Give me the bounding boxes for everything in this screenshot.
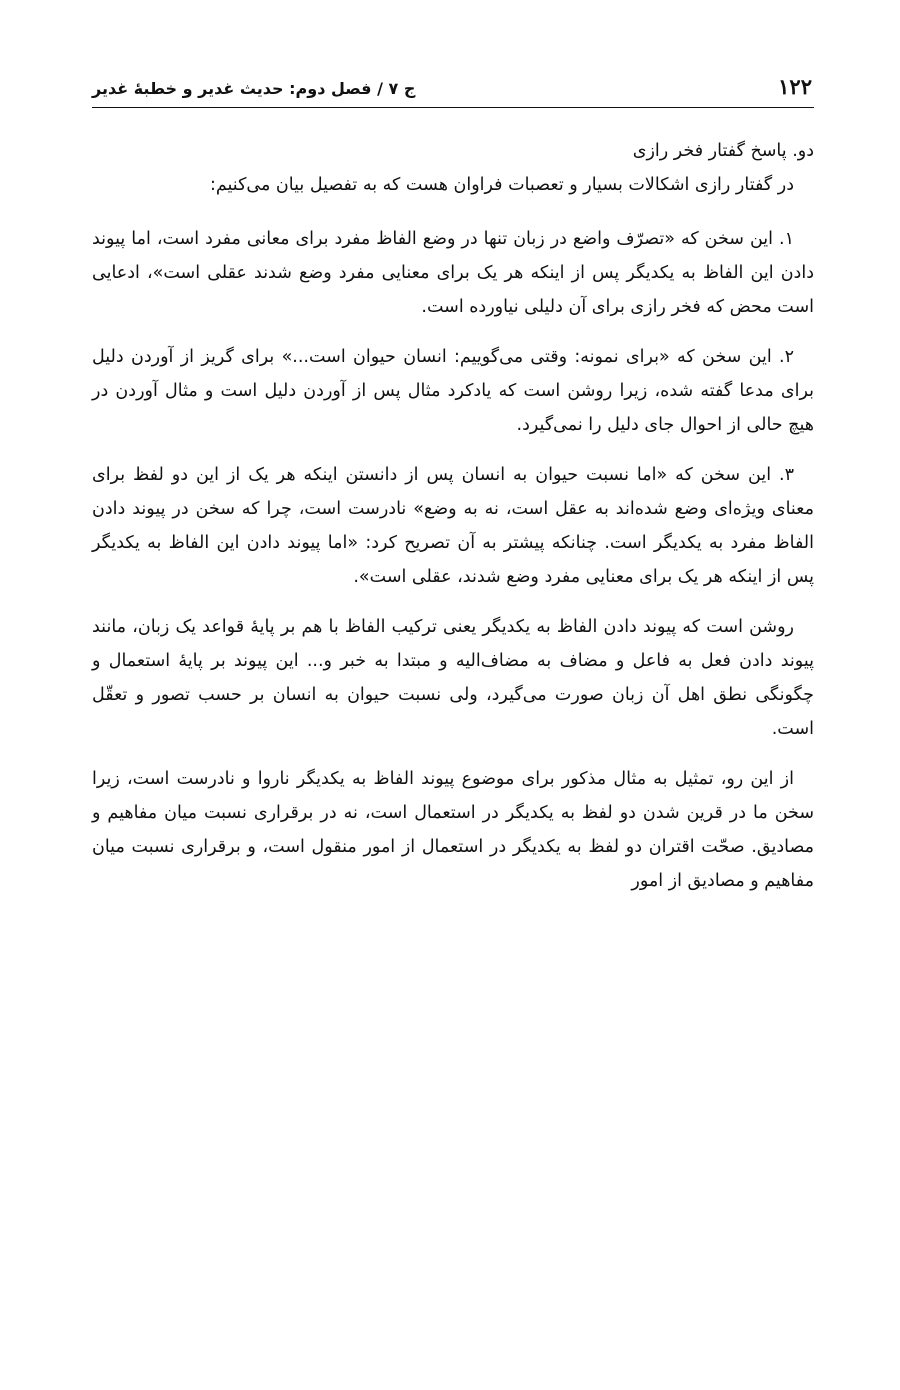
running-header [92, 68, 814, 108]
point-3-paragraph: ۳. این سخن که «اما نسبت حیوان به انسان پس از دانستن اینکه هر یک از این دو لفظ برای معنای ویژه‌ای وضع شده‌اند به عقل است، نه به وضع» نادرست است، چرا که سخن در پیوند دادن الفاظ مفرد به یکدیگر است. چنانکه پیشتر به آن تصریح کرد: «اما پیوند دادن این الفاظ به یکدیگر پس از اینکه هر یک برای معنایی مفرد وضع شدند، عقلی است». [92, 465, 814, 587]
explanation-paragraph: روشن است که پیوند دادن الفاظ به یکدیگر یعنی ترکیب الفاظ با هم بر پایهٔ قواعد یک زبان، مانند پیوند دادن فعل به فاعل و مضاف به مضاف‌الیه و مبتدا به خبر و... این پیوند بر پایهٔ استعمال و چگونگی نطق اهل آن زبان صورت می‌گیرد، ولی نسبت حیوان به انسان بر حسب تصور و تعقّل است. [92, 617, 814, 739]
point-1-paragraph: ۱. این سخن که «تصرّف واضع در زبان تنها در وضع الفاظ مفرد برای معانی مفرد است، اما پیوند دادن این الفاظ به یکدیگر پس از اینکه هر یک برای معنایی مفرد وضع شدند عقلی است»، ادعایی است محض که فخر رازی برای آن دلیلی نیاورده است. [92, 229, 814, 317]
chapter-title: ج ۷ / فصل دوم: حدیث غدیر و خطبهٔ غدیر [92, 79, 416, 98]
intro-paragraph: در گفتار رازی اشکالات بسیار و تعصبات فراوان هست که به تفصیل بیان می‌کنیم: [209, 175, 794, 195]
book-page [92, 68, 814, 914]
section-heading: دو. پاسخ گفتار فخر رازی [632, 141, 814, 161]
conclusion-paragraph: از این رو، تمثیل به مثال مذکور برای موضوع پیوند الفاظ به یکدیگر ناروا و نادرست است، زیرا سخن ما در قرین شدن دو لفظ به یکدیگر در استعمال است، نه در برقراری نسبت میان مفاهیم و مصادیق. صحّت اقتران دو لفظ به یکدیگر در استعمال از امور منقول است، و برقراری نسبت میان مفاهیم و مصادیق از امور [92, 769, 814, 891]
page-number: ۱۲۲ [778, 74, 812, 99]
page-body [92, 134, 814, 898]
point-2-paragraph: ۲. این سخن که «برای نمونه: وقتی می‌گوییم: انسان حیوان است...» برای گریز از آوردن دلیل برای مدعا گفته شده، زیرا روشن است که یادکرد مثال پس از آوردن دلیل است و مثال آوردن در هیچ حالی از احوال جای دلیل را نمی‌گیرد. [92, 347, 814, 435]
